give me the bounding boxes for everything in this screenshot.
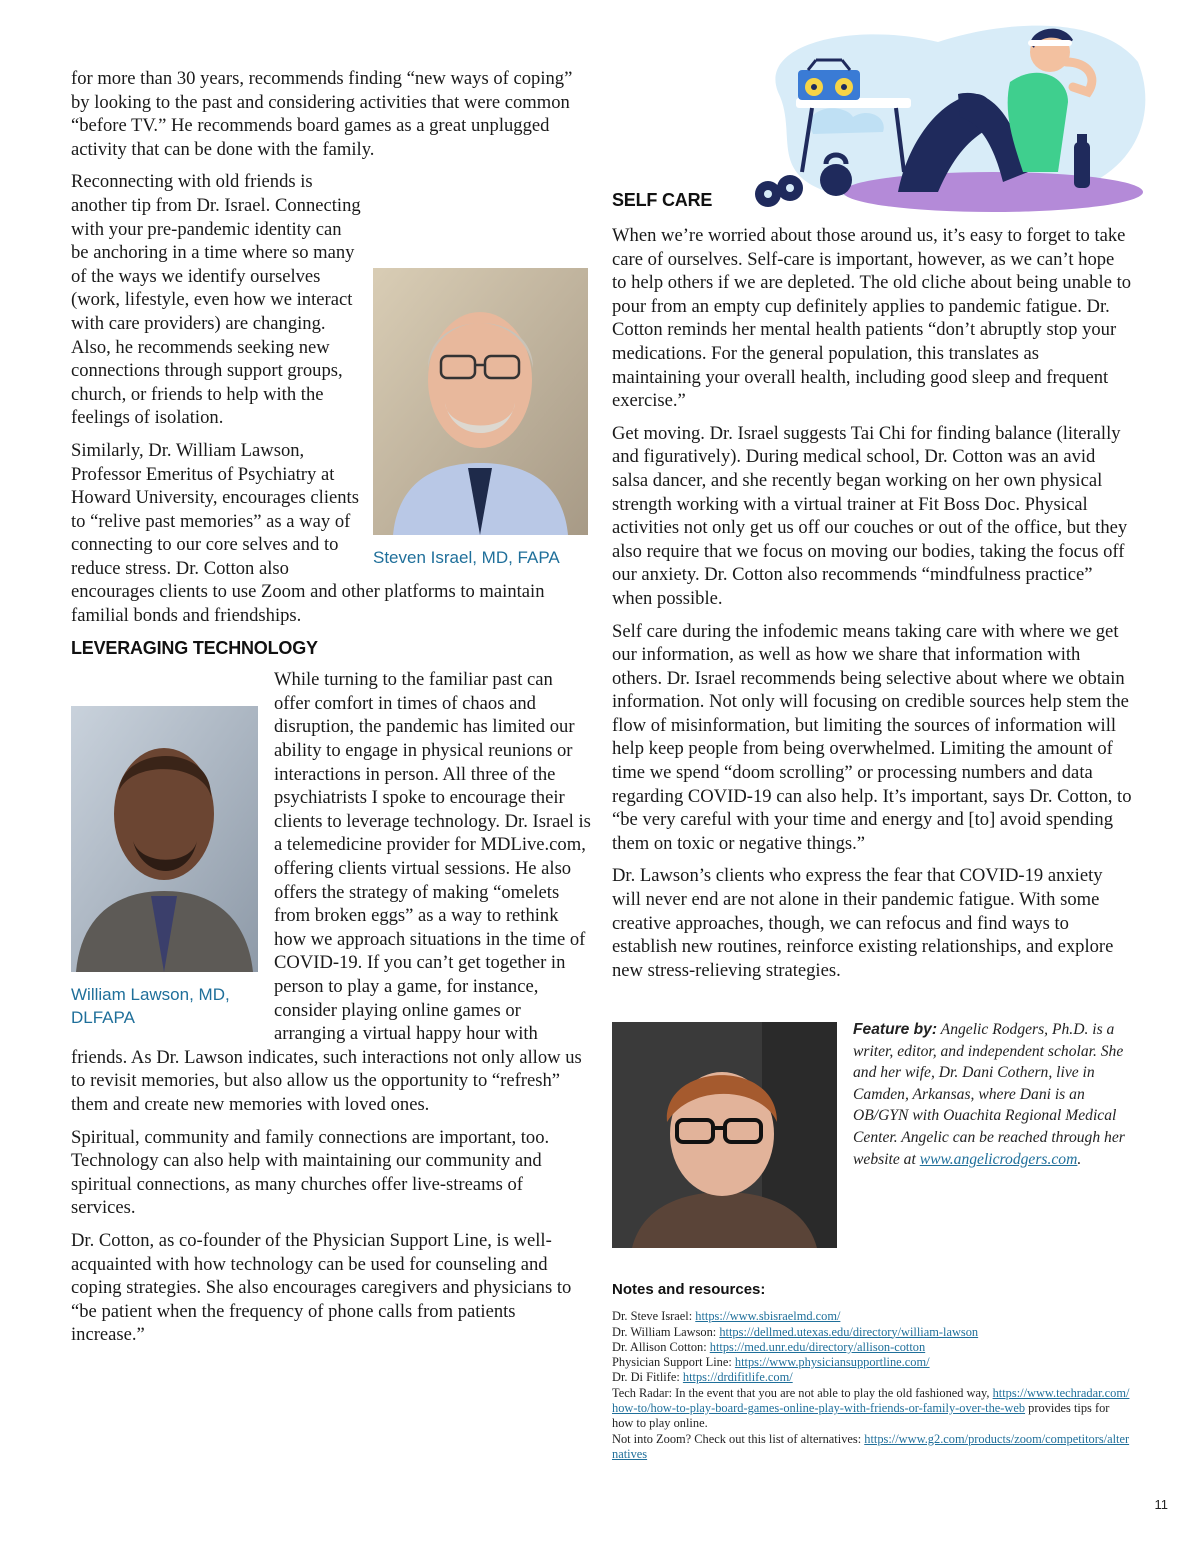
paragraph: Dr. Cotton, as co-founder of the Physician Support Line, is well-acquainted with how technology can be used for counseling and coping strategies. She also encourages caregivers and physicians to “be patient when the frequency of phone calls from patients increase.”	[71, 1229, 572, 1346]
paragraph: Self care during the infodemic means taking care with where we get our information, as well as how we share that information with others. Dr. Israel recommends being selective about where we obtain information. Not only will focusing on credible sources help stem the flow of misinformation, but limiting the sources of information will help keep people from being overwhelmed. Limiting the amount of time we spend “doom scrolling” or processing numbers and data regarding COVID-19 can also help. It’s important, says Dr. Cotton, to “be very careful with your time and energy and [to] avoid spending them on toxic or negative things.”	[612, 620, 1132, 854]
feature-label: Feature by:	[853, 1021, 938, 1038]
paragraph: Dr. Lawson’s clients who express the fear that COVID-19 anxiety will never end are not alone in their pandemic fatigue. With some creative approaches, though, we can refocus and find ways to establish new routines, reinforce existing relationships, and explore new stress-relieving strategies.	[612, 865, 1114, 981]
notes-label: Dr. William Lawson:	[612, 1324, 720, 1339]
author-photo	[612, 1022, 837, 1248]
yoga-mat	[843, 172, 1143, 212]
right-column	[612, 224, 1132, 991]
notes-link[interactable]: https://www.sbisraelmd.com/	[695, 1309, 841, 1324]
paragraph: When we’re worried about those around us, it’s easy to forget to take care of ourselves. Self-care is important, however, as we can’t hope to help others if we are depleted. The old cliche about being unable to pour from an empty cup definitely applies to pandemic fatigue. Dr. Cotton reminds her mental health patients “don’t abruptly stop your medications. For the general population, this translates as maintaining your overall health, including good sleep and frequent exercise.”	[612, 225, 1132, 412]
notes-label: Physician Support Line:	[612, 1355, 735, 1370]
notes-item	[612, 1432, 1132, 1463]
page-number: 11	[1154, 1497, 1168, 1512]
notes-item	[612, 1325, 1132, 1340]
notes-link[interactable]: https://www.g2.com/products/zoom/competitors/alternatives	[612, 1431, 1130, 1461]
feature-bio	[853, 1019, 1138, 1170]
notes-label: Dr. Allison Cotton:	[612, 1339, 710, 1354]
paragraph: Spiritual, community and family connections are important, too. Technology can also help with maintaining our community and spiritual connections, as many churches offer live-streams of services.	[71, 1126, 550, 1219]
paragraph: Similarly, Dr. William Lawson, Professor Emeritus of Psychiatry at Howard University, encourages clients to “relive past memories” as a way of connecting to our core selves and to reduce stress. Dr. Cotton also encourages clients to use Zoom and other platforms to maintain familial bonds and friendships.	[71, 439, 545, 627]
notes-label: Dr. Steve Israel:	[612, 1309, 696, 1324]
photo-caption-lawson: William Lawson, MD, DLFAPA	[71, 985, 230, 1027]
notes-after: provides tips for how to play online.	[612, 1401, 1110, 1431]
notes-resources	[612, 1282, 1132, 1462]
notes-link[interactable]: https://www.physiciansupportline.com/	[734, 1355, 930, 1370]
notes-link[interactable]: https://med.unr.edu/directory/allison-cotton	[709, 1339, 926, 1354]
section-heading-technology: LEVERAGING TECHNOLOGY	[71, 637, 318, 658]
author-website-link[interactable]: www.angelicrodgers.com	[919, 1150, 1078, 1168]
notes-item	[612, 1370, 1132, 1385]
notes-link[interactable]: https://drdifitlife.com/	[682, 1370, 793, 1385]
notes-link[interactable]: https://dellmed.utexas.edu/directory/william-lawson	[719, 1324, 979, 1339]
photo-lawson-block	[71, 706, 261, 1029]
notes-heading: Notes and resources:	[612, 1281, 766, 1298]
portrait-photo-lawson	[71, 706, 258, 972]
paragraph-text: Reconnecting with old friends is another tip from Dr. Israel. Connecting with your pre-pandemic identity can be anchoring in a time where so many of the ways we identify ourselves (work, lifestyle, even how we interact with care providers) are changing. Also, he recommends seeking new connections through support groups, church, or friends to help with the feelings of isolation.	[71, 171, 361, 429]
feature-bio-end: .	[1077, 1150, 1082, 1168]
photo-israel-block	[373, 268, 589, 569]
fitness-illustration	[738, 22, 1150, 214]
paragraph: Get moving. Dr. Israel suggests Tai Chi for finding balance (literally and figuratively). During medical school, Dr. Cotton was an avid salsa dancer, and she recently began working on her own physical strength working with a virtual trainer at Fit Boss Doc. Physical activities not only get us off our couches or out of the office, but they also require that we focus on moving our bodies, taking the focus off our anxiety. Dr. Cotton also recommends “mindfulness practice” when possible.	[612, 422, 1128, 609]
water-bottle	[1074, 142, 1090, 188]
notes-label: Tech Radar: In the event that you are not able to play the old fashioned way,	[612, 1385, 993, 1400]
paragraph: for more than 30 years, recommends finding “new ways of coping” by looking to the past and considering activities that were common “before TV.” He recommends board games as a great unplugged activity that can be done with the family.	[71, 68, 573, 160]
notes-item	[612, 1355, 1132, 1370]
notes-link[interactable]: https://www.techradar.com/how-to/how-to-play-board-games-online-play-with-friends-or-family-over-the-web	[612, 1385, 1130, 1416]
feature-bio-text: Angelic Rodgers, Ph.D. is a writer, editor, and independent scholar. She and her wife, Dr. Dani Cothern, live in Camden, Arkansas, where Dani is an OB/GYN with Ouachita Regional Medical Center. Angelic can be reached through her website at	[853, 1021, 1125, 1168]
notes-item	[612, 1309, 1132, 1324]
notes-label: Dr. Di Fitlife:	[612, 1370, 683, 1385]
notes-label: Not into Zoom? Check out this list of alternatives:	[612, 1431, 865, 1446]
notes-item	[612, 1340, 1132, 1355]
section-heading-selfcare: SELF CARE	[612, 190, 713, 210]
notes-item	[612, 1386, 1132, 1432]
portrait-photo-israel	[373, 268, 588, 535]
paragraph: While turning to the familiar past can offer comfort in times of chaos and disruption, the pandemic has limited our ability to engage in physical reunions or interactions in person. All three of the psychiatrists I spoke to encourage their clients to leverage technology. Dr. Israel is a telemedicine provider for MDLive.com, offering clients virtual sessions. He also offers the strategy of making “omelets from broken eggs” as a way to rethink how we approach situations in the time of COVID-19. If you can’t get together in person to play a game, for instance, consider playing online games or arranging a virtual happy hour with friends. As Dr. Lawson indicates, such interactions not only allow us to revisit memories, but also allow us the opportunity to “refresh” them and create new memories with loved ones.	[71, 669, 591, 1115]
photo-caption-israel: Steven Israel, MD, FAPA	[373, 548, 560, 567]
